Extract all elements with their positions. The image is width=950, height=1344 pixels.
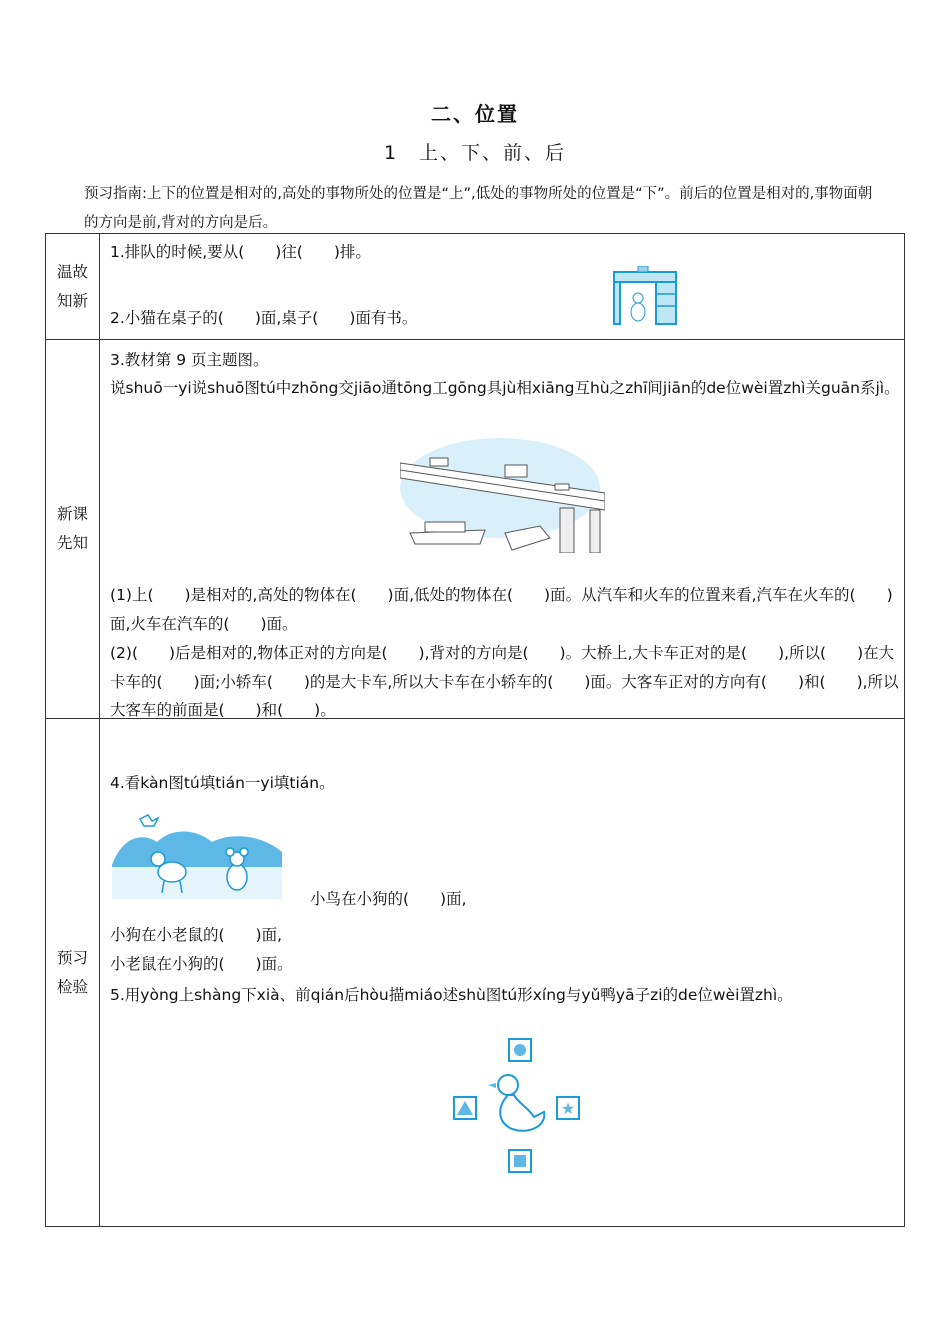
question-5: 5.用yòng上shàng下xià、前qián后hòu描miáo述shù图tú形xíng与yǔ鸭yā子zi的de位wèi置zhì。 xyxy=(110,986,793,1004)
preview-guide: 预习指南:上下的位置是相对的,高处的事物所处的位置是“上”,低处的事物所处的位置是“下”。前后的位置是相对的,事物面朝的方向是前,背对的方向是后。 xyxy=(84,186,873,231)
preview-check-cell xyxy=(100,719,904,1226)
lesson-subtitle: 1 上、下、前、后 xyxy=(383,142,567,164)
review-cell xyxy=(100,234,904,339)
duck-shapes-illustration xyxy=(452,1037,587,1177)
question-4-line-a: 小鸟在小狗的( )面, xyxy=(310,890,467,908)
bridge-illustration xyxy=(400,438,605,553)
bird-dog-mouse-illustration xyxy=(112,807,282,899)
section-label-preview-check: 预习检验 xyxy=(46,719,100,1227)
paragraph-2: (2)( )后是相对的,物体正对的方向是( ),背对的方向是( )。大桥上,大卡车正对的是( ),所以( )在大卡车的( )面;小轿车( )的是大卡车,所以大卡车在小轿车的( )面。大客车正对的方向有( )和( ),所以大客车的前面是( )和( )。 xyxy=(110,644,899,719)
question-4-line-c: 小老鼠在小狗的( )面。 xyxy=(110,955,293,973)
question-4-line-b: 小狗在小老鼠的( )面, xyxy=(110,926,283,944)
question-3: 3.教材第 9 页主题图。 xyxy=(110,351,269,369)
page-title: 二、位置 xyxy=(431,102,519,126)
svg-text:★: ★ xyxy=(560,1099,576,1118)
section-label-review: 温故知新 xyxy=(46,234,100,340)
section-label-new-lesson: 新课先知 xyxy=(46,340,100,719)
desk-cat-illustration xyxy=(610,266,680,326)
question-1: 1.排队的时候,要从( )往( )排。 xyxy=(110,243,371,261)
new-lesson-cell xyxy=(100,340,904,718)
paragraph-1: (1)上( )是相对的,高处的物体在( )面,低处的物体在( )面。从汽车和火车的位置来看,汽车在火车的( )面,火车在汽车的( )面。 xyxy=(110,586,893,633)
exercise-table xyxy=(45,233,905,1227)
question-2: 2.小猫在桌子的( )面,桌子( )面有书。 xyxy=(110,309,418,327)
question-3-instruction: 说shuō一yi说shuō图tú中zhōng交jiāo通tōng工gōng具jù相xiāng互hù之zhī间jiān的de位wèi置zhì关guān系jì。 xyxy=(110,379,900,397)
question-4: 4.看kàn图tú填tián一yi填tián。 xyxy=(110,774,335,792)
